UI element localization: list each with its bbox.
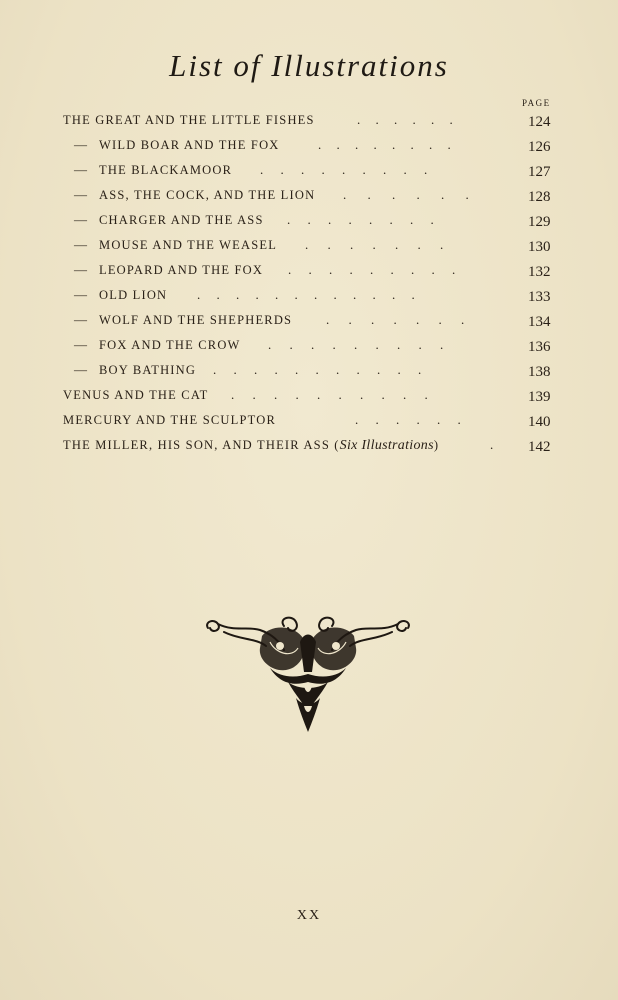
list-item bbox=[0, 235, 618, 259]
entry-page-number: 136 bbox=[528, 339, 551, 355]
entry-page-number: 128 bbox=[528, 189, 551, 205]
entry-title: ASS, THE COCK, AND THE LION bbox=[99, 188, 316, 202]
entry-title: VENUS AND THE CAT bbox=[63, 388, 209, 402]
leader-dots: . . . . . . bbox=[355, 412, 468, 427]
leader-dots: . . . . . . . . . . . . bbox=[197, 287, 422, 302]
entry-title: THE BLACKAMOOR bbox=[99, 163, 233, 177]
entry-title: WOLF AND THE SHEPHERDS bbox=[99, 313, 293, 327]
entry-title: WILD BOAR AND THE FOX bbox=[99, 138, 280, 152]
entry-page-number: 140 bbox=[528, 414, 551, 430]
list-item bbox=[0, 435, 618, 459]
entry-title bbox=[63, 435, 439, 456]
entry-title: THE GREAT AND THE LITTLE FISHES bbox=[63, 113, 315, 127]
entry-page-number: 142 bbox=[528, 439, 551, 455]
leader-dots: . . . . . . . . . bbox=[288, 262, 463, 277]
ditto-dash: — bbox=[74, 337, 87, 352]
entry-title-main: THE MILLER, HIS SON, AND THEIR ASS ( bbox=[63, 438, 340, 452]
entry-title: BOY BATHING bbox=[99, 363, 197, 377]
entry-page-number: 129 bbox=[528, 214, 551, 230]
entry-title: CHARGER AND THE ASS bbox=[99, 213, 264, 227]
list-item bbox=[0, 385, 618, 409]
leader-dots: . . . . . . . . . . bbox=[231, 387, 436, 402]
entry-title: OLD LION bbox=[99, 288, 168, 302]
leader-dots: . . . . . . . bbox=[326, 312, 473, 327]
leader-dots: . bbox=[490, 437, 494, 452]
leader-dots: . . . . . . . bbox=[305, 237, 452, 252]
leader-dots: . . . . . . . . bbox=[287, 212, 441, 227]
page-title: List of Illustrations bbox=[169, 48, 449, 83]
entry-page-number: 139 bbox=[528, 389, 551, 405]
leader-dots: . . . . . . . . bbox=[318, 137, 457, 152]
entry-page-number: 138 bbox=[528, 364, 551, 380]
list-item bbox=[0, 310, 618, 334]
entry-title-italic: Six Illustrations bbox=[339, 438, 434, 453]
ditto-dash: — bbox=[74, 362, 87, 377]
entry-page-number: 134 bbox=[528, 314, 551, 330]
ditto-dash: — bbox=[74, 287, 87, 302]
ditto-dash: — bbox=[74, 212, 87, 227]
entry-page-number: 132 bbox=[528, 264, 551, 280]
list-item bbox=[0, 260, 618, 284]
list-item bbox=[0, 135, 618, 159]
entry-page-number: 133 bbox=[528, 289, 551, 305]
list-item bbox=[0, 410, 618, 434]
leader-dots: . . . . . . . . . . . bbox=[213, 362, 429, 377]
entry-title: MOUSE AND THE WEASEL bbox=[99, 238, 278, 252]
leader-dots: . . . . . . . . . bbox=[268, 337, 451, 352]
ditto-dash: — bbox=[74, 137, 87, 152]
entry-page-number: 124 bbox=[528, 114, 551, 130]
list-item bbox=[0, 335, 618, 359]
entry-page-number: 130 bbox=[528, 239, 551, 255]
list-item bbox=[0, 285, 618, 309]
entry-title: LEOPARD AND THE FOX bbox=[99, 263, 264, 277]
entry-title: FOX AND THE CROW bbox=[99, 338, 241, 352]
page-column-heading: PAGE bbox=[522, 98, 551, 108]
list-item bbox=[0, 210, 618, 234]
page-number-folio: XX bbox=[296, 908, 322, 923]
leader-dots: . . . . . . bbox=[343, 187, 478, 202]
list-item bbox=[0, 160, 618, 184]
leader-dots: . . . . . . bbox=[357, 112, 459, 127]
fleuron-ornament-icon bbox=[200, 612, 416, 734]
entry-page-number: 127 bbox=[528, 164, 551, 180]
entry-title: MERCURY AND THE SCULPTOR bbox=[63, 413, 276, 427]
entry-title-tail: ) bbox=[433, 438, 440, 452]
ditto-dash: — bbox=[74, 162, 87, 177]
ditto-dash: — bbox=[74, 187, 87, 202]
ditto-dash: — bbox=[74, 262, 87, 277]
entry-page-number: 126 bbox=[528, 139, 551, 155]
list-item bbox=[0, 185, 618, 209]
list-item bbox=[0, 360, 618, 384]
list-item bbox=[0, 110, 618, 134]
leader-dots: . . . . . . . . . bbox=[260, 162, 435, 177]
ditto-dash: — bbox=[74, 312, 87, 327]
ditto-dash: — bbox=[74, 237, 87, 252]
